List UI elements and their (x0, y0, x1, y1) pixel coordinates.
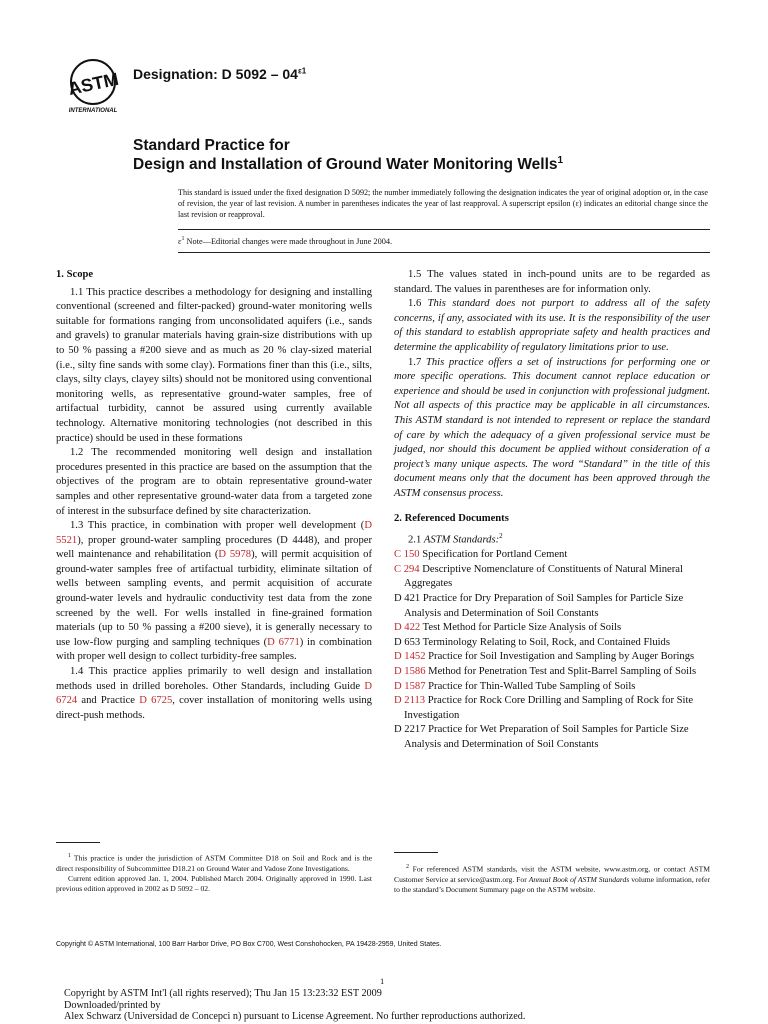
reference-title: Method for Penetration Test and Split-Barrel Sampling of Soils (425, 665, 697, 677)
scope-para-1-2: 1.2 The recommended monitoring well design and installation procedures presented in this practice are based on the assumption that the objectives of the program are to obtain representative ground-water samples and other representative ground-water data from a targeted zone of interest in the subsurface defined by site characterization. (56, 447, 372, 517)
text-run: This standard does not purport to address all of the safety concerns, if any, associated with its use. It is the responsibility of the user of this standard to establish appropriate safety and health practices and determine the applicability of regulatory limitations prior to use. (394, 298, 711, 353)
designation-text: Designation: D 5092 – 04 (133, 66, 298, 82)
title-footnote-mark: 1 (557, 155, 564, 166)
text-run: and Practice (77, 695, 140, 707)
reference-code[interactable]: C 294 (394, 563, 420, 575)
title-line-2 (133, 155, 563, 174)
download-line-2: Downloaded/printed by (64, 999, 161, 1011)
designation (133, 66, 306, 82)
scope-para-1-7 (394, 356, 710, 502)
epsilon-note-text: Note—Editorial changes were made throughout in June 2004. (184, 236, 393, 246)
text-run: ) in combination with proper well design to collect turbidity-free samples. (56, 636, 372, 663)
astm-logo (64, 56, 122, 114)
reference-title: Practice for Soil Investigation and Sampling by Auger Borings (425, 651, 695, 663)
reference-item (394, 665, 710, 680)
reference-item (394, 563, 710, 592)
references-heading: 2. Referenced Documents (394, 512, 509, 524)
page-number: 1 (380, 976, 385, 986)
footnote-rule-left (56, 842, 100, 843)
reference-item (394, 592, 710, 621)
footnote-mark: 2 (406, 864, 409, 870)
reference-code[interactable]: C 150 (394, 549, 420, 561)
right-column (394, 268, 710, 753)
footnote-1 (56, 851, 372, 894)
designation-sup: ε1 (297, 66, 307, 76)
download-notice (64, 988, 724, 1023)
text-run: volume information, refer to the standard’s Document Summary page on the ASTM website. (394, 874, 710, 894)
reference-item (394, 548, 710, 563)
reference-title: Practice for Dry Preparation of Soil Samples for Particle Size Analysis and Determination of Soil Constants (404, 593, 684, 619)
reference-title: Practice for Wet Preparation of Soil Samples for Particle Size Analysis and Determination of Soil Constants (404, 724, 689, 750)
text-run: For referenced ASTM standards, visit the ASTM website, www.astm.org, or contact ASTM Customer Service at service@astm.org. For (394, 864, 710, 884)
reference-item (394, 636, 710, 651)
text-run: 1.3 This practice, in combination with proper well development ( (70, 520, 365, 532)
reference-title: Descriptive Nomenclature of Constituents of Natural Mineral Aggregates (404, 563, 683, 590)
reference-code[interactable]: D 1586 (394, 665, 426, 677)
footnote-mark: 2 (499, 532, 503, 541)
scope-para-1-5: 1.5 The values stated in inch-pound units are to be regarded as standard. The values in parentheses are for information only. (394, 269, 710, 295)
footnote-mark: 1 (68, 853, 71, 859)
reference-list (394, 548, 710, 752)
reference-code[interactable]: D 422 (394, 622, 421, 634)
text-run: ), will permit acquisition of ground-water samples free of artifactual turbidity, eliminate siltation of wells between sampling events, and permit acquisition of accurate ground-water levels and hydraulic conductivity test data from the zone screened by the well. For wells installed in fine-grained formation materials (up to 50 % passing a #200 sieve), it is generally necessary to use low-flow purging and sampling techniques ( (56, 549, 372, 648)
reference-code[interactable]: D 2113 (394, 695, 426, 707)
scope-para-1-3 (56, 519, 372, 665)
reference-title: Practice for Thin-Walled Tube Sampling of Soils (425, 680, 636, 692)
footnote-1-approval: Current edition approved Jan. 1, 2004. Published March 2004. Originally approved in 1990. Last previous edition approved in 2002 as D 5092 – 02. (56, 873, 372, 893)
reference-item (394, 680, 710, 695)
text-run: This practice offers a set of instructions for performing one or more specific operations. This document cannot replace education or experience and should be used in conjunction with professional judgment. Not all aspects of this practice may be applicable in all circumstances. This ASTM standard is not intended to represent or replace the standard of care by which the adequacy of a given professional service must be judged, nor should this document be applied without consideration of a project’s many unique aspects. The word “Standard” in the title of this document means only that the document has been approved through the ASTM consensus process. (394, 356, 710, 499)
epsilon-mark: ε (178, 236, 182, 246)
reference-code: D 2217 (394, 724, 426, 736)
ref-link[interactable]: D 6725 (139, 695, 173, 707)
left-column (56, 268, 372, 723)
epsilon-sup: 1 (181, 236, 185, 242)
divider-bottom (178, 252, 710, 253)
download-line-1: Copyright by ASTM Int'l (all rights reserved); Thu Jan 15 13:23:32 EST 2009 (64, 988, 382, 999)
reference-item (394, 723, 710, 752)
text-run: 1.4 This practice applies primarily to well design and installation methods used in drilled boreholes. Other Standards, including Guide (56, 666, 372, 692)
text-run: This practice is under the jurisdiction of ASTM Committee D18 on Soil and Rock and is the direct responsibility of Subcommittee D18.21 on Ground Water and Vadose Zone Investigations. (56, 853, 372, 873)
footnote-2 (394, 862, 710, 895)
para-number: 2.1 (408, 534, 424, 546)
scope-para-1-6 (394, 297, 710, 355)
text-run: ASTM Standards: (423, 534, 500, 546)
reference-code[interactable]: D 1452 (394, 651, 426, 663)
divider-top (178, 229, 710, 230)
download-line-3: Alex Schwarz (Universidad de Concepci n) pursuant to License Agreement. No further reproductions authorized. (64, 1011, 526, 1022)
ref-link[interactable]: D 6724 (56, 680, 372, 707)
text-run: ), proper ground-water sampling procedures (D 4448), and proper well maintenance and rehabilitation ( (56, 534, 372, 561)
reference-title: Practice for Rock Core Drilling and Sampling of Rock for Site Investigation (404, 695, 694, 721)
ref-link[interactable]: D 5521 (56, 520, 372, 546)
reference-code[interactable]: D 1587 (394, 680, 426, 692)
epsilon-note (178, 236, 392, 246)
reference-item (394, 694, 710, 723)
ref-link[interactable]: D 5978 (218, 549, 252, 561)
reference-code: D 653 (394, 636, 421, 648)
title-text: Design and Installation of Ground Water Monitoring Wells (133, 156, 558, 174)
references-subheading (394, 529, 710, 548)
ref-link[interactable]: D 6771 (267, 636, 300, 648)
title-line-1: Standard Practice for (133, 137, 290, 154)
logo-wordmark: INTERNATIONAL (68, 108, 118, 114)
reference-title: Test Method for Particle Size Analysis of Soils (420, 622, 622, 634)
scope-para-1-4 (56, 665, 372, 723)
para-number: 1.6 (408, 298, 428, 310)
reference-code: D 421 (394, 593, 421, 604)
footnote-rule-right (394, 852, 438, 853)
reference-title: Terminology Relating to Soil, Rock, and Contained Fluids (420, 636, 670, 648)
scope-para-1-1: 1.1 This practice describes a methodology for designing and installing conventional (screened and filter-packed) ground-water monitoring wells suitable for formations ranging from unconsolidated aquifers (i.e., sands and gravels) to granular materials having grain-size distributions with up to 50 % passing a #200 sieve and as much as 20 % clay-sized material (i.e., silty fine sands with some clay). Formations finer than this (i.e., silts, clays, silty clays, clayey silts) should not be monitored using conventional monitoring wells, as representative ground-water samples, free of artifactual turbidity, cannot be assured using currently available technology. Alternative monitoring technologies (not described in this practice) should be used in these formations (56, 286, 372, 444)
footnote-1-text (56, 851, 372, 874)
text-run: Annual Book of ASTM Standards (528, 874, 630, 884)
text-run: , cover installation of monitoring wells using direct-push methods. (56, 695, 372, 721)
intro-paragraph: This standard is issued under the fixed designation D 5092; the number immediately following the designation indicates the year of original adoption or, in the case of revision, the year of last revision. A number in parentheses indicates the year of last reapproval. A superscript epsilon (ε) indicates an editorial change since the last revision or reapproval. (178, 188, 708, 219)
svg-text:ASTM: ASTM (66, 68, 121, 100)
reference-title: Specification for Portland Cement (419, 549, 568, 561)
reference-item (394, 650, 710, 665)
footnote-2-text (394, 862, 710, 895)
copyright-line: Copyright © ASTM International, 100 Barr Harbor Drive, PO Box C700, West Conshohocken, PA 19428-2959, United States. (56, 941, 442, 948)
reference-item (394, 621, 710, 636)
para-number: 1.7 (408, 356, 426, 368)
scope-heading: 1. Scope (56, 269, 94, 280)
